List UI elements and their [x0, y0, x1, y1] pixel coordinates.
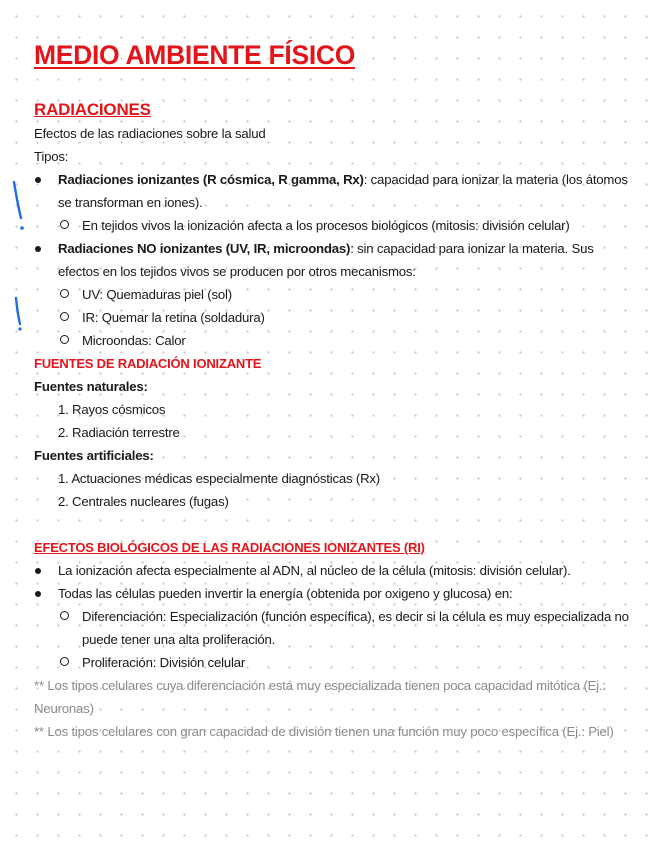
- sources-heading: FUENTES DE RADIACIÓN IONIZANTE: [34, 356, 262, 371]
- list-item: La ionización afecta especialmente al ADN, al núcleo de la célula (mitosis: división celular).: [34, 559, 630, 582]
- sub-list-item: UV: Quemaduras piel (sol): [58, 283, 630, 306]
- sub-list-item: Proliferación: División celular: [58, 651, 630, 674]
- circle-bullet-icon: [60, 611, 69, 620]
- circle-bullet-icon: [60, 220, 69, 229]
- natural-sources-list: [34, 398, 630, 444]
- artificial-sources-list: [34, 467, 630, 513]
- margin-mark-2: [8, 294, 28, 334]
- list-item: 1. Rayos cósmicos: [58, 402, 166, 417]
- circle-bullet-icon: [60, 289, 69, 298]
- intro-text: Efectos de las radiaciones sobre la salud: [34, 126, 266, 141]
- list-item: 2. Centrales nucleares (fugas): [58, 494, 229, 509]
- sub-list: [58, 214, 630, 237]
- note-text: ** Los tipos celulares cuya diferenciación está muy especializada tienen poca capacidad mitótica (Ej.: Neuronas): [34, 678, 606, 716]
- margin-mark-1: [8, 178, 28, 234]
- document-page: [34, 40, 630, 743]
- circle-bullet-icon: [60, 657, 69, 666]
- note-text: ** Los tipos celulares con gran capacidad de división tienen una función muy poco específica (Ej.: Piel): [34, 724, 614, 739]
- list-item: Radiaciones ionizantes (R cósmica, R gamma, Rx): capacidad para ionizar la materia (los átomos se transforman en iones). En tejidos vivos la ionización afecta a los procesos biológicos (mitosis: división celular): [34, 168, 630, 237]
- sub-list-item: En tejidos vivos la ionización afecta a los procesos biológicos (mitosis: división celular): [58, 214, 630, 237]
- types-label: Tipos:: [34, 149, 69, 164]
- sub-list: [58, 605, 630, 674]
- natural-sources-label: Fuentes naturales:: [34, 379, 148, 394]
- list-item: Todas las células pueden invertir la energía (obtenida por oxigeno y glucosa) en: Diferenciación: Especialización (función específica), es decir si la célula es muy especializada no puede tener una alta proliferación. Proliferación: División celular: [34, 582, 630, 674]
- effects-list: [34, 559, 630, 674]
- circle-bullet-icon: [60, 312, 69, 321]
- bullet-icon: [35, 246, 41, 252]
- section-heading-radiaciones: RADIACIONES: [34, 100, 151, 119]
- sub-list-item: Diferenciación: Especialización (función específica), es decir si la célula es muy especializada no puede tener una alta proliferación.: [58, 605, 630, 651]
- sub-list-item: Microondas: Calor: [58, 329, 630, 352]
- spacer: [34, 513, 630, 536]
- circle-bullet-icon: [60, 335, 69, 344]
- bullet-icon: [35, 568, 41, 574]
- list-item: Radiaciones NO ionizantes (UV, IR, microondas): sin capacidad para ionizar la materia. Sus efectos en los tejidos vivos se producen por otros mecanismos: UV: Quemaduras piel (sol) IR: Quemar la retina (soldadura) Microondas: Calor: [34, 237, 630, 352]
- artificial-sources-label: Fuentes artificiales:: [34, 448, 154, 463]
- bullet-icon: [35, 591, 41, 597]
- sub-list: [58, 283, 630, 352]
- radiation-types-list: [34, 168, 630, 352]
- effects-heading: EFECTOS BIOLÓGICOS DE LAS RADIACIONES IONIZANTES (RI): [34, 540, 425, 555]
- list-item: 2. Radiación terrestre: [58, 425, 180, 440]
- list-item: 1. Actuaciones médicas especialmente diagnósticas (Rx): [58, 471, 380, 486]
- bullet-icon: [35, 177, 41, 183]
- page-title: MEDIO AMBIENTE FÍSICO: [34, 40, 356, 70]
- sub-list-item: IR: Quemar la retina (soldadura): [58, 306, 630, 329]
